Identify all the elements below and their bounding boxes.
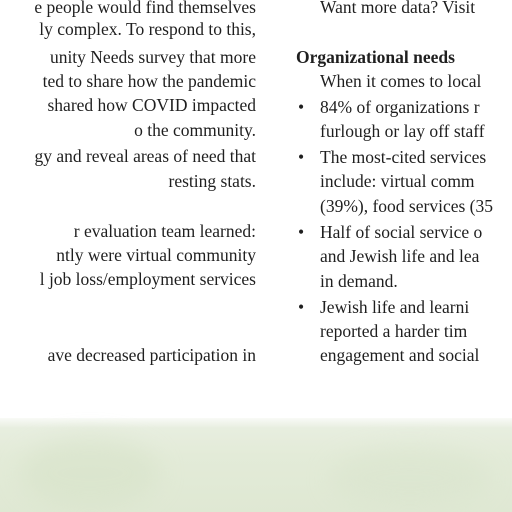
section-intro: When it comes to local <box>320 71 482 91</box>
data-link-text: Want more data? Visit <box>320 0 476 17</box>
bullet-marker: • <box>298 297 305 317</box>
left-text-line-3: unity Needs survey that more <box>49 47 256 67</box>
bullet-4-line-2: reported a harder tim <box>320 321 468 341</box>
left-text-line-12: ave decreased participation in <box>47 345 256 365</box>
left-text-line-8: resting stats. <box>168 171 256 191</box>
bullet-marker: • <box>298 97 305 117</box>
bullet-3-line-2: and Jewish life and lea <box>320 246 480 266</box>
left-text-line-9: r evaluation team learned: <box>73 221 256 241</box>
bullet-2-line-1: The most-cited services <box>320 147 487 167</box>
background-blur-shape <box>330 448 490 508</box>
bullet-1-line-1: 84% of organizations r <box>320 97 480 117</box>
left-text-line-10: ntly were virtual community <box>56 245 256 265</box>
bullet-4-line-3: engagement and social <box>320 345 480 365</box>
left-text-line-5: shared how COVID impacted <box>47 95 256 115</box>
left-text-line-7: gy and reveal areas of need that <box>34 146 256 166</box>
left-text-line-2: ly complex. To respond to this, <box>39 19 256 39</box>
bullet-marker: • <box>298 147 305 167</box>
bullet-4-line-1: Jewish life and learni <box>320 297 470 317</box>
left-text-line-6: o the community. <box>134 120 256 140</box>
bullet-1-line-2: furlough or lay off staff <box>320 121 485 141</box>
section-heading: Organizational needs <box>296 47 455 67</box>
bullet-3-line-1: Half of social service o <box>320 222 483 242</box>
bullet-2-line-3: (39%), food services (35 <box>320 196 494 216</box>
left-text-line-1: e people would find themselves <box>34 0 256 17</box>
bullet-2-line-2: include: virtual comm <box>320 171 475 191</box>
background-blur-shape <box>20 438 160 508</box>
background-photo <box>0 418 512 512</box>
left-text-line-4: ted to share how the pandemic <box>42 71 256 91</box>
bullet-3-line-3: in demand. <box>320 271 398 291</box>
left-text-line-11: l job loss/employment services <box>39 269 256 289</box>
bullet-marker: • <box>298 222 305 242</box>
